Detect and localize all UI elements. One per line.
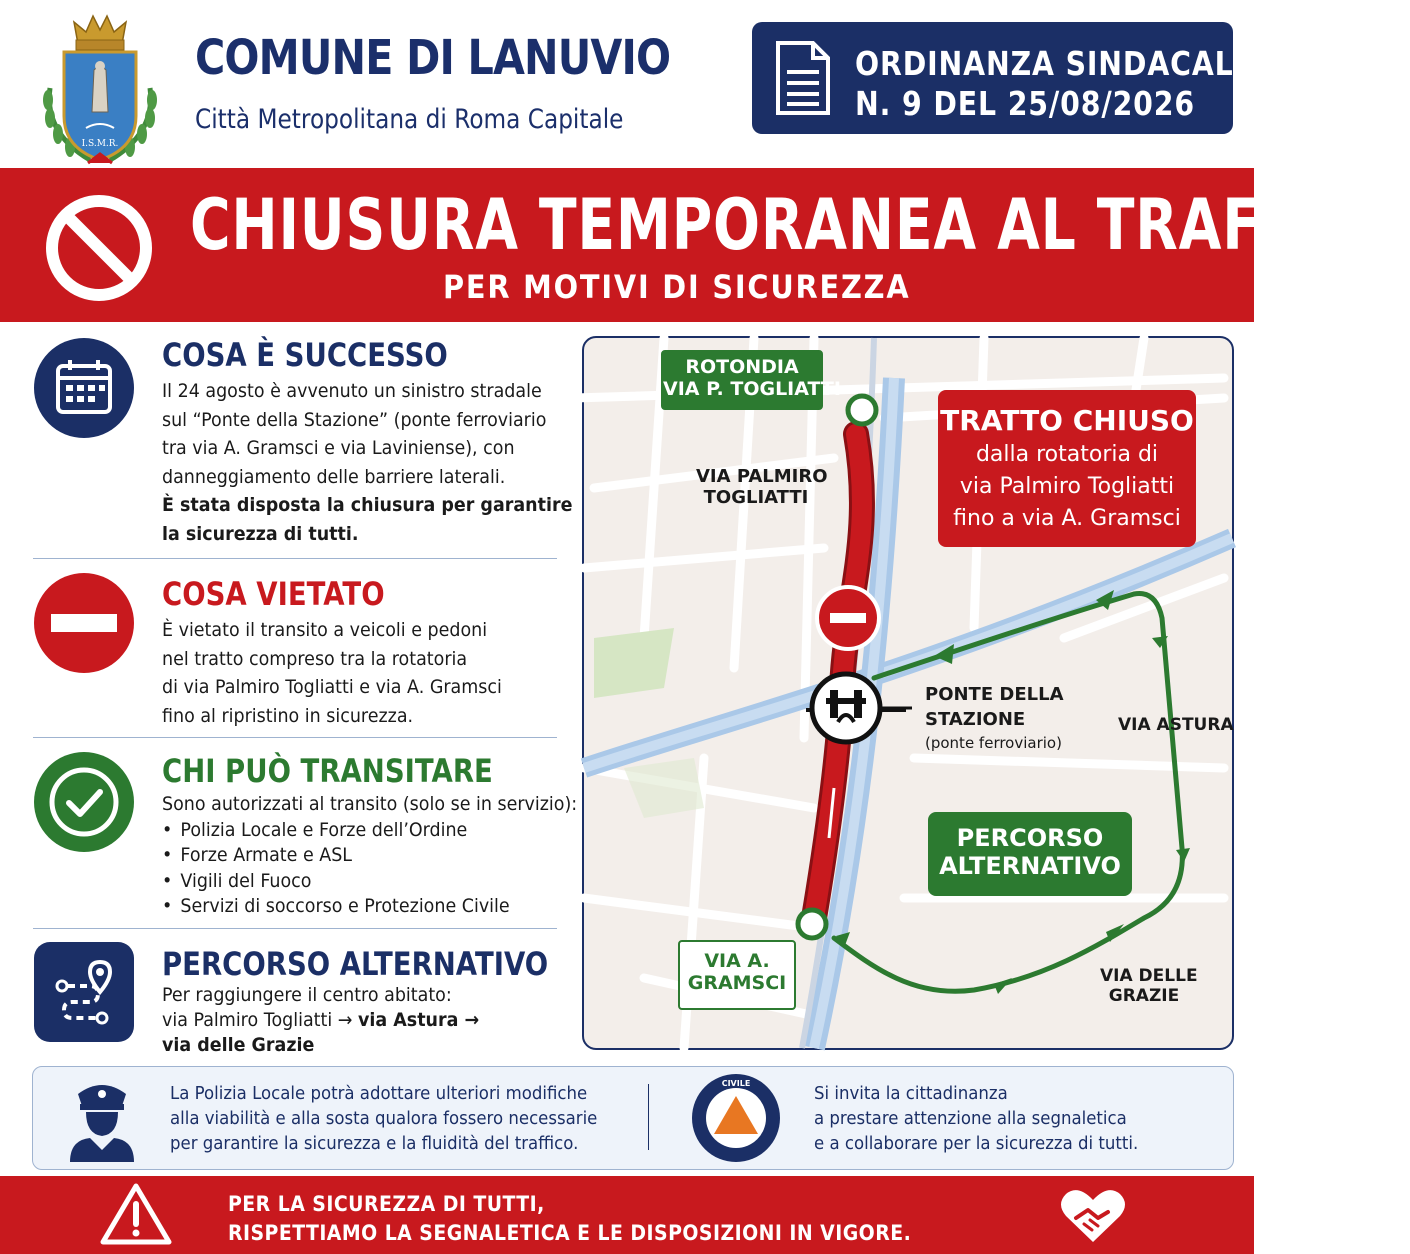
list-item: • Servizi di soccorso e Protezione Civile bbox=[162, 894, 577, 920]
text-line-bold: la sicurezza di tutti. bbox=[162, 522, 359, 545]
map-label-detour bbox=[928, 812, 1132, 896]
list-item: • Forze Armate e ASL bbox=[162, 843, 577, 869]
section-title-forbidden: COSA VIETATO bbox=[162, 575, 385, 613]
label-line: fino a via A. Gramsci bbox=[953, 506, 1181, 531]
text-line-bold: È stata disposta la chiusura per garantire bbox=[162, 494, 573, 516]
police-officer-icon bbox=[66, 1074, 138, 1162]
text-line: nel tratto compreso tra la rotatoria bbox=[162, 647, 468, 670]
list-item: • Polizia Locale e Forze dell’Ordine bbox=[162, 818, 577, 844]
closed-title: TRATTO CHIUSO bbox=[940, 404, 1194, 437]
section-text-what-happened bbox=[162, 377, 572, 548]
heart-handshake-icon bbox=[1058, 1186, 1128, 1246]
text-line: È vietato il transito a veicoli e pedoni bbox=[162, 619, 488, 641]
warning-icon bbox=[100, 1182, 172, 1246]
label-line: TOGLIATTI bbox=[703, 487, 809, 508]
text-fragment-bold: via Astura → bbox=[357, 1009, 480, 1031]
map-label-via-grazie bbox=[1100, 966, 1198, 1006]
section-title-allowed: CHI PUÒ TRANSITARE bbox=[162, 752, 493, 790]
text-line: sul “Ponte della Stazione” (ponte ferroviario bbox=[162, 408, 547, 431]
footer-line: PER LA SICUREZZA DI TUTTI, bbox=[228, 1192, 545, 1216]
label-line: ROTONDIA bbox=[685, 356, 799, 378]
footer-line: RISPETTIAMO LA SEGNALETICA E LE DISPOSIZIONI IN VIGORE. bbox=[228, 1221, 912, 1245]
label-line: GRAZIE bbox=[1108, 986, 1180, 1006]
map-label-gramsci bbox=[678, 940, 796, 1010]
section-text-forbidden bbox=[162, 616, 502, 730]
text-fragment: via Palmiro Togliatti → bbox=[162, 1009, 358, 1031]
check-icon bbox=[34, 752, 134, 852]
crest-label: I.S.M.R. bbox=[81, 139, 119, 149]
no-entry-icon bbox=[34, 573, 134, 673]
section-title-detour: PERCORSO ALTERNATIVO bbox=[162, 945, 549, 983]
label-line: dalla rotatoria di bbox=[975, 442, 1159, 467]
map-label-closed-section bbox=[938, 390, 1196, 547]
section-text-detour bbox=[162, 983, 479, 1058]
calendar-icon bbox=[34, 338, 134, 438]
divider bbox=[33, 558, 557, 559]
text-line: Il 24 agosto è avvenuto un sinistro stradale bbox=[162, 380, 542, 402]
list-item: • Vigili del Fuoco bbox=[162, 869, 577, 895]
label-line: via Palmiro Togliatti bbox=[959, 474, 1175, 499]
ordinance-line-2: N. 9 DEL 25/08/2026 bbox=[855, 84, 1195, 123]
label-line: PERCORSO bbox=[956, 824, 1104, 852]
info-divider bbox=[648, 1084, 649, 1150]
text-line: e a collaborare per la sicurezza di tutti. bbox=[814, 1133, 1139, 1154]
label-line: VIA A. bbox=[704, 950, 770, 972]
divider bbox=[33, 928, 557, 929]
section-title-what-happened: COSA È SUCCESSO bbox=[162, 336, 448, 374]
text-line-bold: via delle Grazie bbox=[162, 1034, 315, 1056]
text-line: Sono autorizzati al transito (solo se in servizio): bbox=[162, 793, 578, 815]
map-label-street-togliatti bbox=[696, 466, 828, 508]
section-text-allowed bbox=[162, 792, 577, 920]
text-line: per garantire la sicurezza e la fluidità del traffico. bbox=[170, 1133, 579, 1154]
text-line: alla viabilità e alla sosta qualora fossero necessarie bbox=[170, 1108, 598, 1129]
label-line: PONTE DELLA bbox=[925, 684, 1064, 705]
footer-text bbox=[228, 1190, 911, 1248]
ordinance-line-1: ORDINANZA SINDACALE bbox=[855, 44, 1254, 83]
town-subtitle: Città Metropolitana di Roma Capitale bbox=[195, 104, 624, 135]
text-line: di via Palmiro Togliatti e via A. Gramsci bbox=[162, 676, 502, 698]
label-line: VIA DELLE bbox=[1100, 966, 1198, 986]
label-line: VIA P. TOGLIATTI bbox=[663, 378, 841, 400]
bridge-icon bbox=[806, 674, 912, 742]
town-title: COMUNE DI LANUVIO bbox=[195, 30, 671, 86]
map-label-bridge bbox=[925, 682, 1064, 754]
map-label-via-astura: VIA ASTURA bbox=[1118, 715, 1234, 735]
civil-logo-text: CIVILE bbox=[721, 1079, 751, 1088]
banner-subtitle: PER MOTIVI DI SICUREZZA bbox=[443, 268, 911, 306]
text-line: Per raggiungere il centro abitato: bbox=[162, 984, 452, 1006]
label-line: VIA PALMIRO bbox=[696, 466, 828, 487]
text-line: tra via A. Gramsci e via Laviniense), con bbox=[162, 437, 515, 459]
authorized-list bbox=[162, 818, 577, 920]
route-icon bbox=[34, 942, 134, 1042]
text-line: danneggiamento delle barriere laterali. bbox=[162, 465, 506, 488]
map-no-entry-icon bbox=[817, 587, 879, 649]
civil-protection-icon bbox=[690, 1072, 782, 1164]
label-line: GRAMSCI bbox=[687, 972, 787, 994]
text-line: La Polizia Locale potrà adottare ulteriori modifiche bbox=[170, 1083, 588, 1104]
document-icon bbox=[775, 40, 831, 116]
banner-title: CHIUSURA TEMPORANEA AL TRAFFICO bbox=[190, 184, 1410, 266]
text-line: fino al ripristino in sicurezza. bbox=[162, 704, 414, 727]
label-line: (ponte ferroviario) bbox=[925, 734, 1062, 752]
label-line: STAZIONE bbox=[925, 709, 1026, 730]
crest-icon bbox=[30, 8, 170, 178]
text-line bbox=[162, 1008, 479, 1033]
label-line: ALTERNATIVO bbox=[939, 852, 1121, 880]
info-police-text bbox=[170, 1081, 597, 1156]
info-civil-text bbox=[814, 1081, 1138, 1156]
divider bbox=[33, 737, 557, 738]
map-label-roundabout bbox=[661, 350, 841, 410]
text-line: a prestare attenzione alla segnaletica bbox=[814, 1108, 1127, 1129]
text-line: Si invita la cittadinanza bbox=[814, 1083, 1008, 1104]
